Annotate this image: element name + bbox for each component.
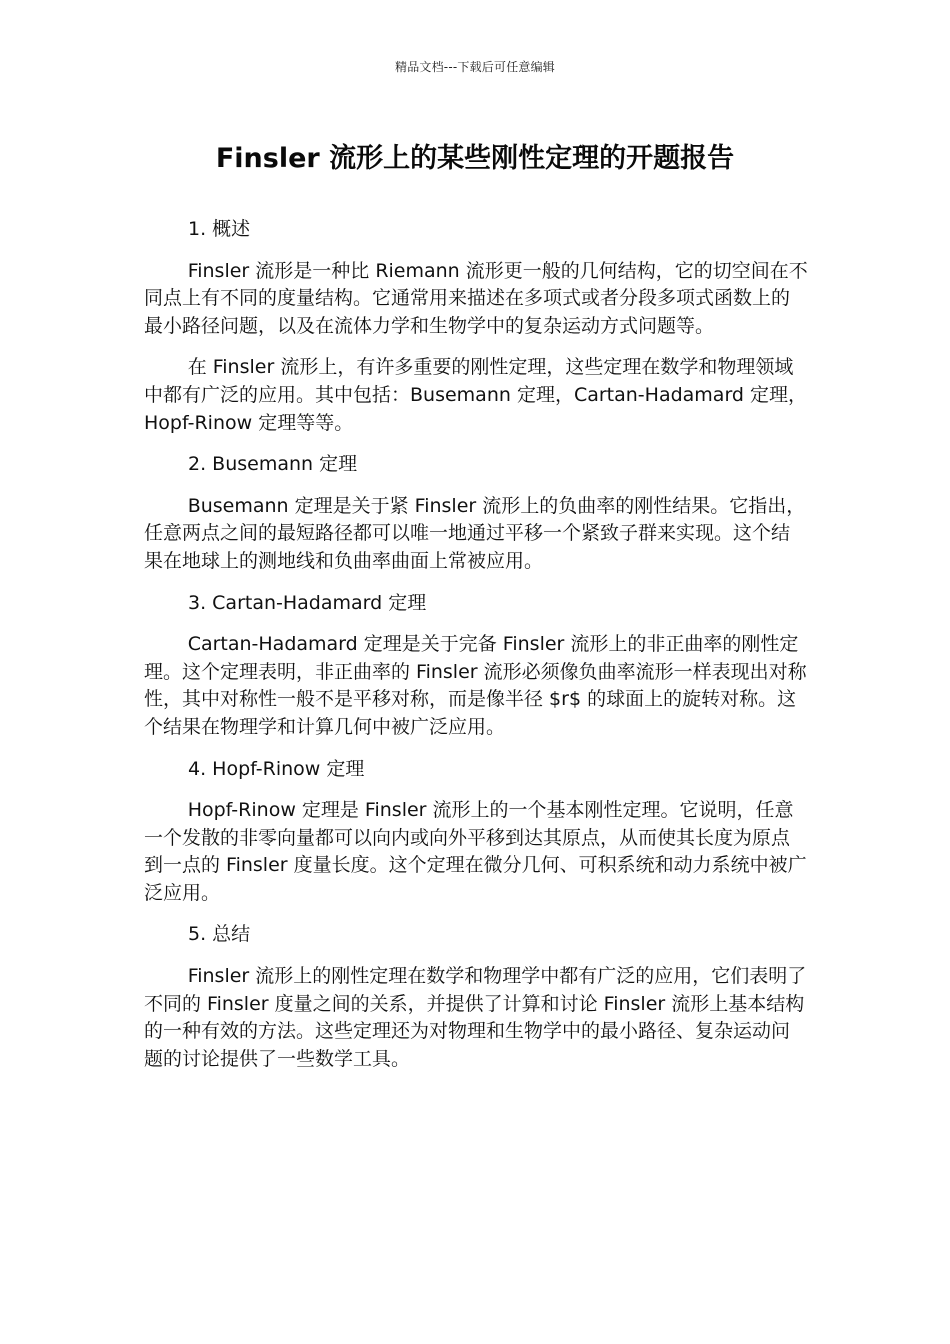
section-heading: 4. Hopf-Rinow 定理 [188, 757, 365, 780]
paragraph: Finsler 流形是一种比 Riemann 流形更一般的几何结构，它的切空间在不同点上有不同的度量结构。它通常用来描述在多项式或者分段多项式函数上的最小路径问题，以及在流体力学和生物学中的复杂运动方式问题等。 [144, 259, 808, 337]
paragraph: Busemann 定理是关于紧 Finsler 流形上的负曲率的刚性结果。它指出，任意两点之间的最短路径都可以唯一地通过平移一个紧致子群来实现。这个结果在地球上的测地线和负曲率曲面上常被应用。 [144, 494, 806, 572]
paragraph: Finsler 流形上的刚性定理在数学和物理学中都有广泛的应用，它们表明了不同的 Finsler 度量之间的关系，并提供了计算和讨论 Finsler 流形上基本结构的一种有效的方法。这些定理还为对物理和生物学中的最小路径、复杂运动问题的讨论提供了一些数学工具。 [144, 965, 807, 1070]
header-note: 精品文档---下载后可任意编辑 [395, 60, 555, 74]
section-heading: 5. 总结 [188, 923, 251, 946]
document-title: Finsler 流形上的某些刚性定理的开题报告 [215, 143, 735, 174]
section-heading: 2. Busemann 定理 [188, 453, 358, 476]
document-body [144, 216, 808, 1087]
section-heading: 3. Cartan-Hadamard 定理 [188, 591, 427, 614]
section-heading: 1. 概述 [188, 218, 251, 240]
paragraph: Cartan-Hadamard 定理是关于完备 Finsler 流形上的非正曲率的刚性定理。这个定理表明，非正曲率的 Finsler 流形必须像负曲率流形一样表现出对称性，其中对称性一般不是平移对称，而是像半径 $r$ 的球面上的旋转对称。这个结果在物理学和计算几何中被广泛应用。 [144, 633, 807, 738]
paragraph: Hopf-Rinow 定理是 Finsler 流形上的一个基本刚性定理。它说明，任意一个发散的非零向量都可以向内或向外平移到达其原点，从而使其长度为原点到一点的 Finsler 度量长度。这个定理在微分几何、可积系统和动力系统中被广泛应用。 [144, 799, 807, 904]
paragraph: 在 Finsler 流形上，有许多重要的刚性定理，这些定理在数学和物理领域中都有广泛的应用。其中包括：Busemann 定理，Cartan-Hadamard 定理，Hopf-Rinow 定理等等。 [144, 356, 808, 434]
